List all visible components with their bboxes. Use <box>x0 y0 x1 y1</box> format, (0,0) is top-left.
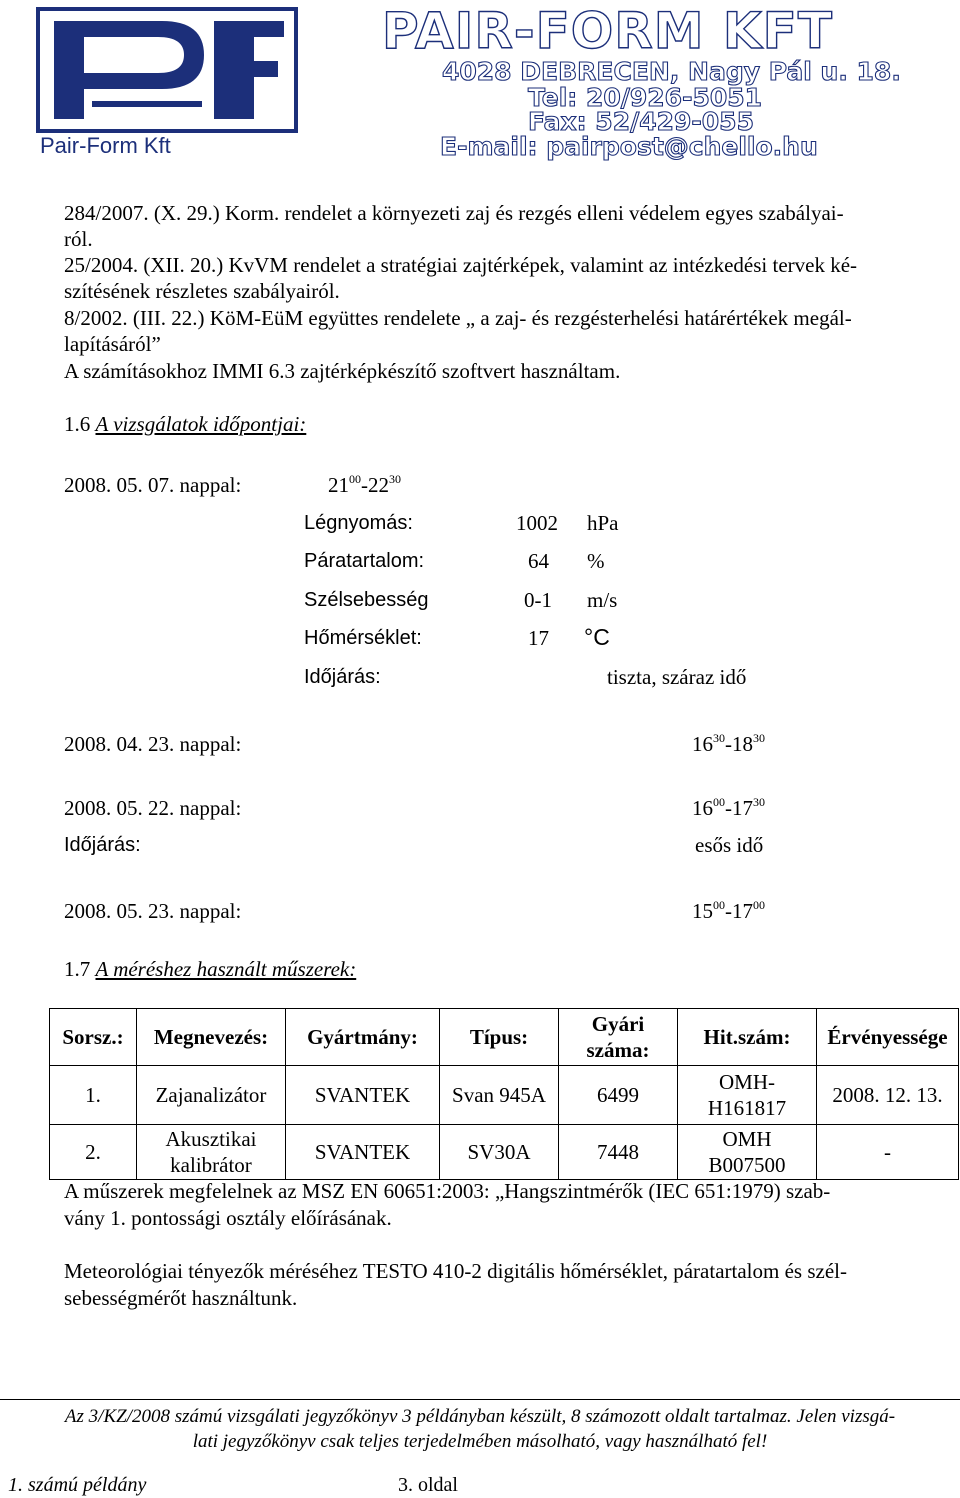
measurement-3-date: 2008. 05. 22. nappal: <box>64 796 242 820</box>
time-end-minutes: 00 <box>753 898 765 912</box>
table-cell: 2. <box>50 1125 137 1180</box>
table-cell: 6499 <box>559 1066 678 1125</box>
section-title: A vizsgálatok időpontjai: <box>95 412 307 436</box>
measurement-3-time <box>692 795 765 821</box>
intro-line-5: 8/2002. (III. 22.) KöM-EüM együttes rendelete „ a zaj- és rezgésterhelési határértékek megál- <box>64 306 852 330</box>
section-number: 1.7 <box>64 957 91 981</box>
header-cell: Hit.szám: <box>678 1009 817 1066</box>
time-start: 21 <box>328 473 349 497</box>
company-fax: Fax: 52/429-055 <box>528 107 754 136</box>
footer-line-2: lati jegyzőkönyv csak teljes terjedelmében másolható, vagy használható fel! <box>192 1431 768 1452</box>
time-start-minutes: 00 <box>713 795 725 809</box>
weather-condition-value: tiszta, száraz idő <box>607 665 747 689</box>
footer-line-1: Az 3/KZ/2008 számú vizsgálati jegyzőkönyv 3 példányban készült, 8 számozott oldalt tartalmaz. Jelen vizsgá- <box>64 1406 896 1427</box>
logo-mark-icon <box>32 5 302 137</box>
header-cell: Típus: <box>440 1009 559 1066</box>
weather-label-humidity: Páratartalom: <box>304 550 425 572</box>
intro-line-1: 284/2007. (X. 29.) Korm. rendelet a környezeti zaj és rezgés elleni védelem egyes szabályai- <box>64 201 844 225</box>
time-end: -18 <box>725 732 753 756</box>
table-cell: Akusztikai kalibrátor <box>137 1125 286 1180</box>
intro-line-7: A számításokhoz IMMI 6.3 zajtérképkészítő szoftvert használtam. <box>64 359 621 383</box>
section-1-7-heading <box>64 956 356 982</box>
table-row <box>50 1125 959 1180</box>
section-title: A méréshez használt műszerek: <box>95 957 357 981</box>
time-start: 16 <box>692 796 713 820</box>
weather-condition-label: Időjárás: <box>304 666 381 688</box>
instruments-table <box>49 1008 959 1180</box>
standard-note-line-1: A műszerek megfelelnek az MSZ EN 60651:2003: „Hangszintmérők (IEC 651:1979) szab- <box>64 1179 831 1203</box>
section-1-6-heading <box>64 411 306 437</box>
table-cell: SVANTEK <box>286 1125 440 1180</box>
header-cell: Megnevezés: <box>137 1009 286 1066</box>
header-cell: Sorsz.: <box>50 1009 137 1066</box>
section-number: 1.6 <box>64 412 91 436</box>
time-start: 15 <box>692 899 713 923</box>
intro-line-6: lapításáról” <box>64 332 161 356</box>
intro-line-2: ról. <box>64 227 93 251</box>
table-cell: - <box>817 1125 959 1180</box>
standard-note-line-2: vány 1. pontossági osztály előírásának. <box>64 1206 392 1230</box>
table-cell: Zajanalizátor <box>137 1066 286 1125</box>
intro-line-3: 25/2004. (XII. 20.) KvVM rendelet a stratégiai zajtérképek, valamint az intézkedési tervek ké- <box>64 253 858 277</box>
table-cell: OMH-H161817 <box>678 1066 817 1125</box>
measurement-3-condition-label: Időjárás: <box>64 834 141 856</box>
weather-unit-temperature: °C <box>584 624 610 650</box>
weather-label-pressure: Légnyomás: <box>304 512 413 534</box>
time-start: 16 <box>692 732 713 756</box>
time-end-minutes: 30 <box>389 472 401 486</box>
table-cell: 2008. 12. 13. <box>817 1066 959 1125</box>
copy-number: 1. számú példány <box>8 1474 147 1496</box>
meteo-note-line-1: Meteorológiai tényezők méréséhez TESTO 410-2 digitális hőmérséklet, páratartalom és szél- <box>64 1259 847 1283</box>
weather-value-temperature: 17 <box>528 626 549 650</box>
company-name: PAIR-FORM KFT <box>382 2 833 60</box>
header-cell: Gyári száma: <box>559 1009 678 1066</box>
header-cell: Gyártmány: <box>286 1009 440 1066</box>
table-cell: 7448 <box>559 1125 678 1180</box>
table-cell: 1. <box>50 1066 137 1125</box>
measurement-2-date: 2008. 04. 23. nappal: <box>64 732 242 756</box>
weather-value-pressure: 1002 <box>516 511 558 535</box>
weather-value-humidity: 64 <box>528 549 549 573</box>
time-end: -17 <box>725 899 753 923</box>
measurement-4-time <box>692 898 765 924</box>
weather-label-wind: Szélsebesség <box>304 589 429 611</box>
logo-caption: Pair-Form Kft <box>40 133 171 158</box>
company-phone: Tel: 20/926-5051 <box>528 83 763 112</box>
measurement-1-time <box>328 472 401 498</box>
company-logo <box>22 5 322 165</box>
time-end-minutes: 30 <box>753 795 765 809</box>
table-cell: OMH B007500 <box>678 1125 817 1180</box>
table-cell: SV30A <box>440 1125 559 1180</box>
time-start-minutes: 30 <box>713 731 725 745</box>
table-cell: SVANTEK <box>286 1066 440 1125</box>
header-cell: Érvényessége <box>817 1009 959 1066</box>
page-number: 3. oldal <box>398 1474 458 1496</box>
time-start-minutes: 00 <box>349 472 361 486</box>
measurement-3-condition-value: esős idő <box>695 833 764 857</box>
time-end: -17 <box>725 796 753 820</box>
measurement-1-date: 2008. 05. 07. nappal: <box>64 473 242 497</box>
weather-unit-pressure: hPa <box>587 511 619 535</box>
time-end: -22 <box>361 473 389 497</box>
meteo-note-line-2: sebességmérőt használtunk. <box>64 1286 298 1310</box>
measurement-4-date: 2008. 05. 23. nappal: <box>64 899 242 923</box>
footer-divider <box>0 1399 960 1400</box>
weather-label-temperature: Hőmérséklet: <box>304 627 422 649</box>
time-start-minutes: 00 <box>713 898 725 912</box>
weather-value-wind: 0-1 <box>524 588 552 612</box>
table-header-row <box>50 1009 959 1066</box>
time-end-minutes: 30 <box>753 731 765 745</box>
intro-line-4: szítésének részletes szabályairól. <box>64 279 340 303</box>
weather-unit-wind: m/s <box>587 588 618 612</box>
company-address: 4028 DEBRECEN, Nagy Pál u. 18. <box>442 57 901 86</box>
measurement-2-time <box>692 731 765 757</box>
table-row <box>50 1066 959 1125</box>
company-email: E-mail: pairpost@chello.hu <box>440 132 818 161</box>
table-cell: Svan 945A <box>440 1066 559 1125</box>
weather-unit-humidity: % <box>587 549 605 573</box>
